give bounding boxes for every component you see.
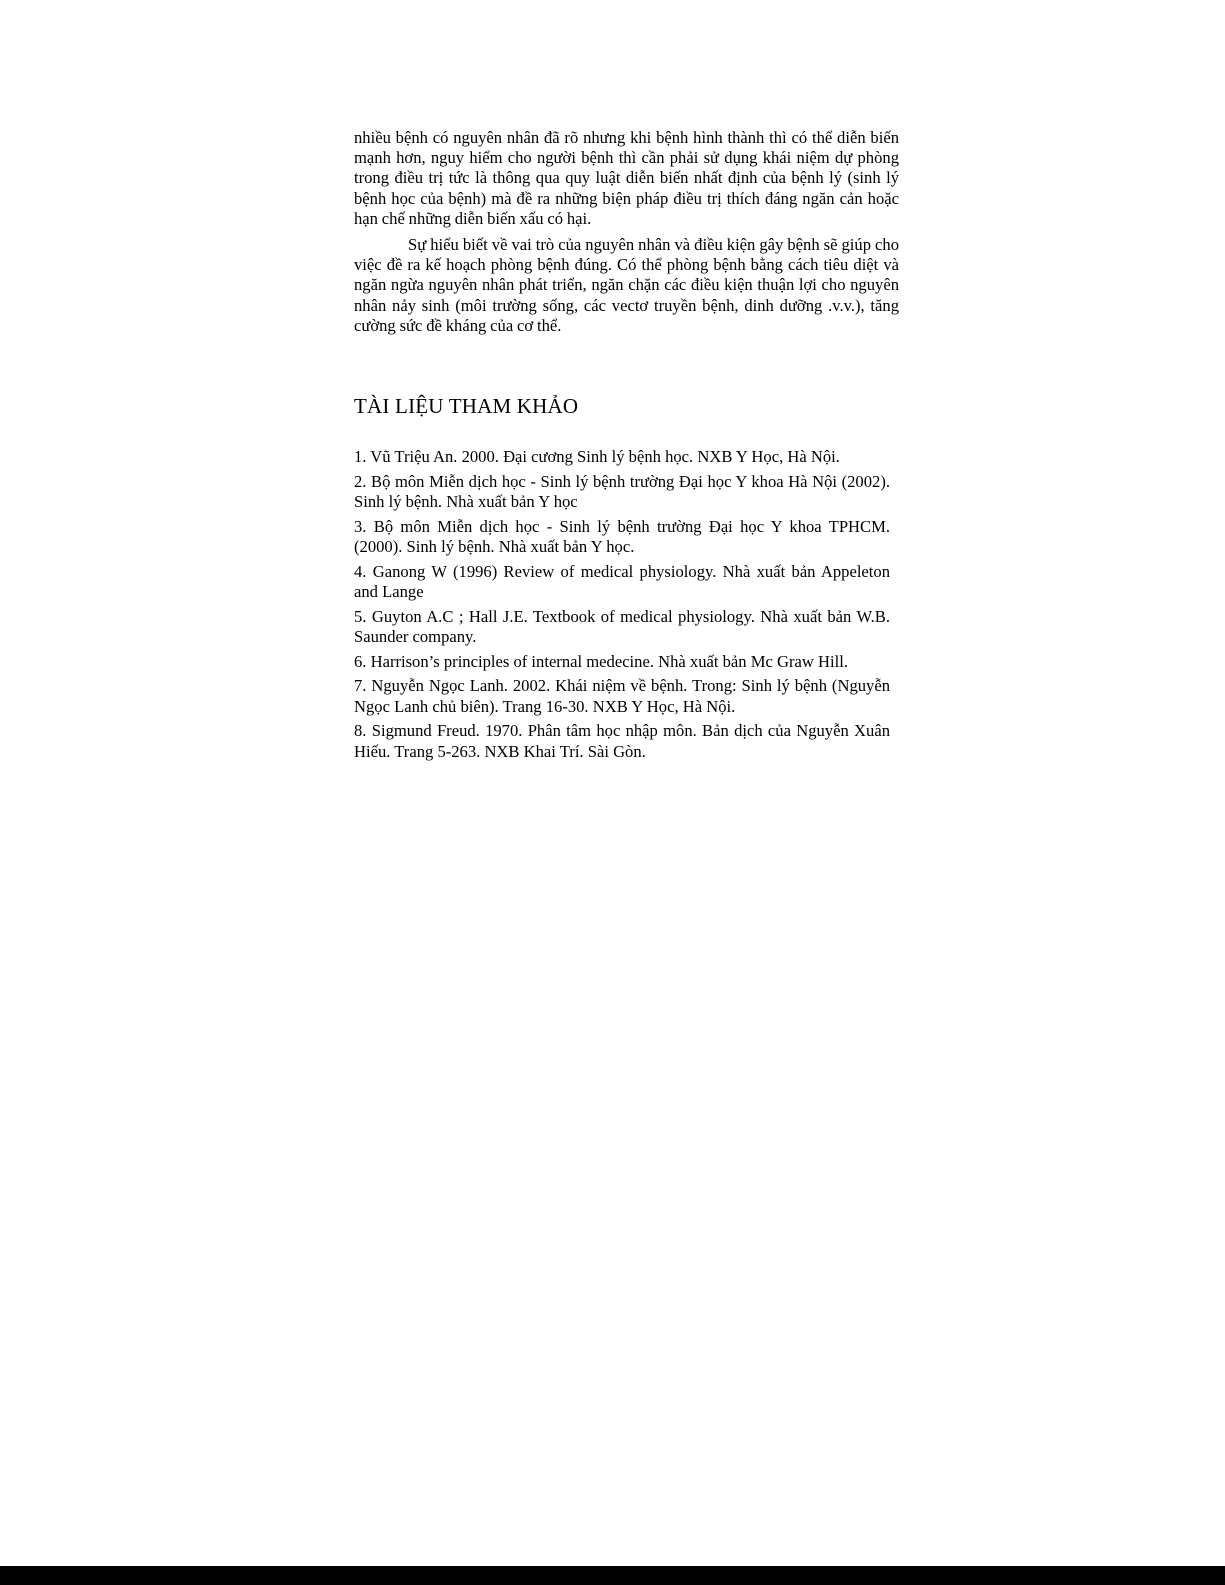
body-text <box>354 128 899 336</box>
reference-item-2: 2. Bộ môn Miễn dịch học - Sinh lý bệnh trường Đại học Y khoa Hà Nội (2002). Sinh lý bệnh. Nhà xuất bản Y học <box>354 471 890 511</box>
reference-item-6: 6. Harrison’s principles of internal medecine. Nhà xuất bản Mc Graw Hill. <box>354 651 848 671</box>
paragraph-1: nhiều bệnh có nguyên nhân đã rõ nhưng khi bệnh hình thành thì có thể diễn biến mạnh hơn, nguy hiểm cho người bệnh thì cần phải sử dụng khái niệm dự phòng trong điều trị tức là thông qua quy luật diễn biến nhất định của bệnh lý (sinh lý bệnh học của bệnh) mà đề ra những biện pháp điều trị thích đáng ngăn cản hoặc hạn chế những diễn biến xấu có hại. <box>354 128 899 228</box>
reference-item-1: 1. Vũ Triệu An. 2000. Đại cương Sinh lý bệnh học. NXB Y Học, Hà Nội. <box>354 447 840 466</box>
reference-item-5: 5. Guyton A.C ; Hall J.E. Textbook of medical physiology. Nhà xuất bản W.B. Saunder company. <box>354 606 890 646</box>
reference-item-7: 7. Nguyễn Ngọc Lanh. 2002. Khái niệm về bệnh. Trong: Sinh lý bệnh (Nguyễn Ngọc Lanh chủ biên). Trang 16-30. NXB Y Học, Hà Nội. <box>354 676 890 716</box>
reference-item-4: 4. Ganong W (1996) Review of medical physiology. Nhà xuất bản Appeleton and Lange <box>354 561 890 601</box>
reference-item-3: 3. Bộ môn Miễn dịch học - Sinh lý bệnh trường Đại học Y khoa TPHCM. (2000). Sinh lý bệnh. Nhà xuất bản Y học. <box>354 516 890 556</box>
reference-item-8: 8. Sigmund Freud. 1970. Phân tâm học nhập môn. Bản dịch của Nguyễn Xuân Hiếu. Trang 5-263. NXB Khai Trí. Sài Gòn. <box>354 721 890 761</box>
reference-list <box>354 447 890 766</box>
references-title: TÀI LIỆU THAM KHẢO <box>354 394 579 418</box>
scan-bottom-border <box>0 1566 1225 1585</box>
paragraph-2: Sự hiểu biết về vai trò của nguyên nhân và điều kiện gây bệnh sẽ giúp cho việc đề ra kế hoạch phòng bệnh đúng. Có thể phòng bệnh bằng cách tiêu diệt và ngăn ngừa nguyên nhân phát triển, ngăn chặn các điều kiện thuận lợi cho nguyên nhân nảy sinh (môi trường sống, các vectơ truyền bệnh, dinh dưỡng .v.v.), tăng cường sức đề kháng của cơ thể. <box>354 235 899 335</box>
